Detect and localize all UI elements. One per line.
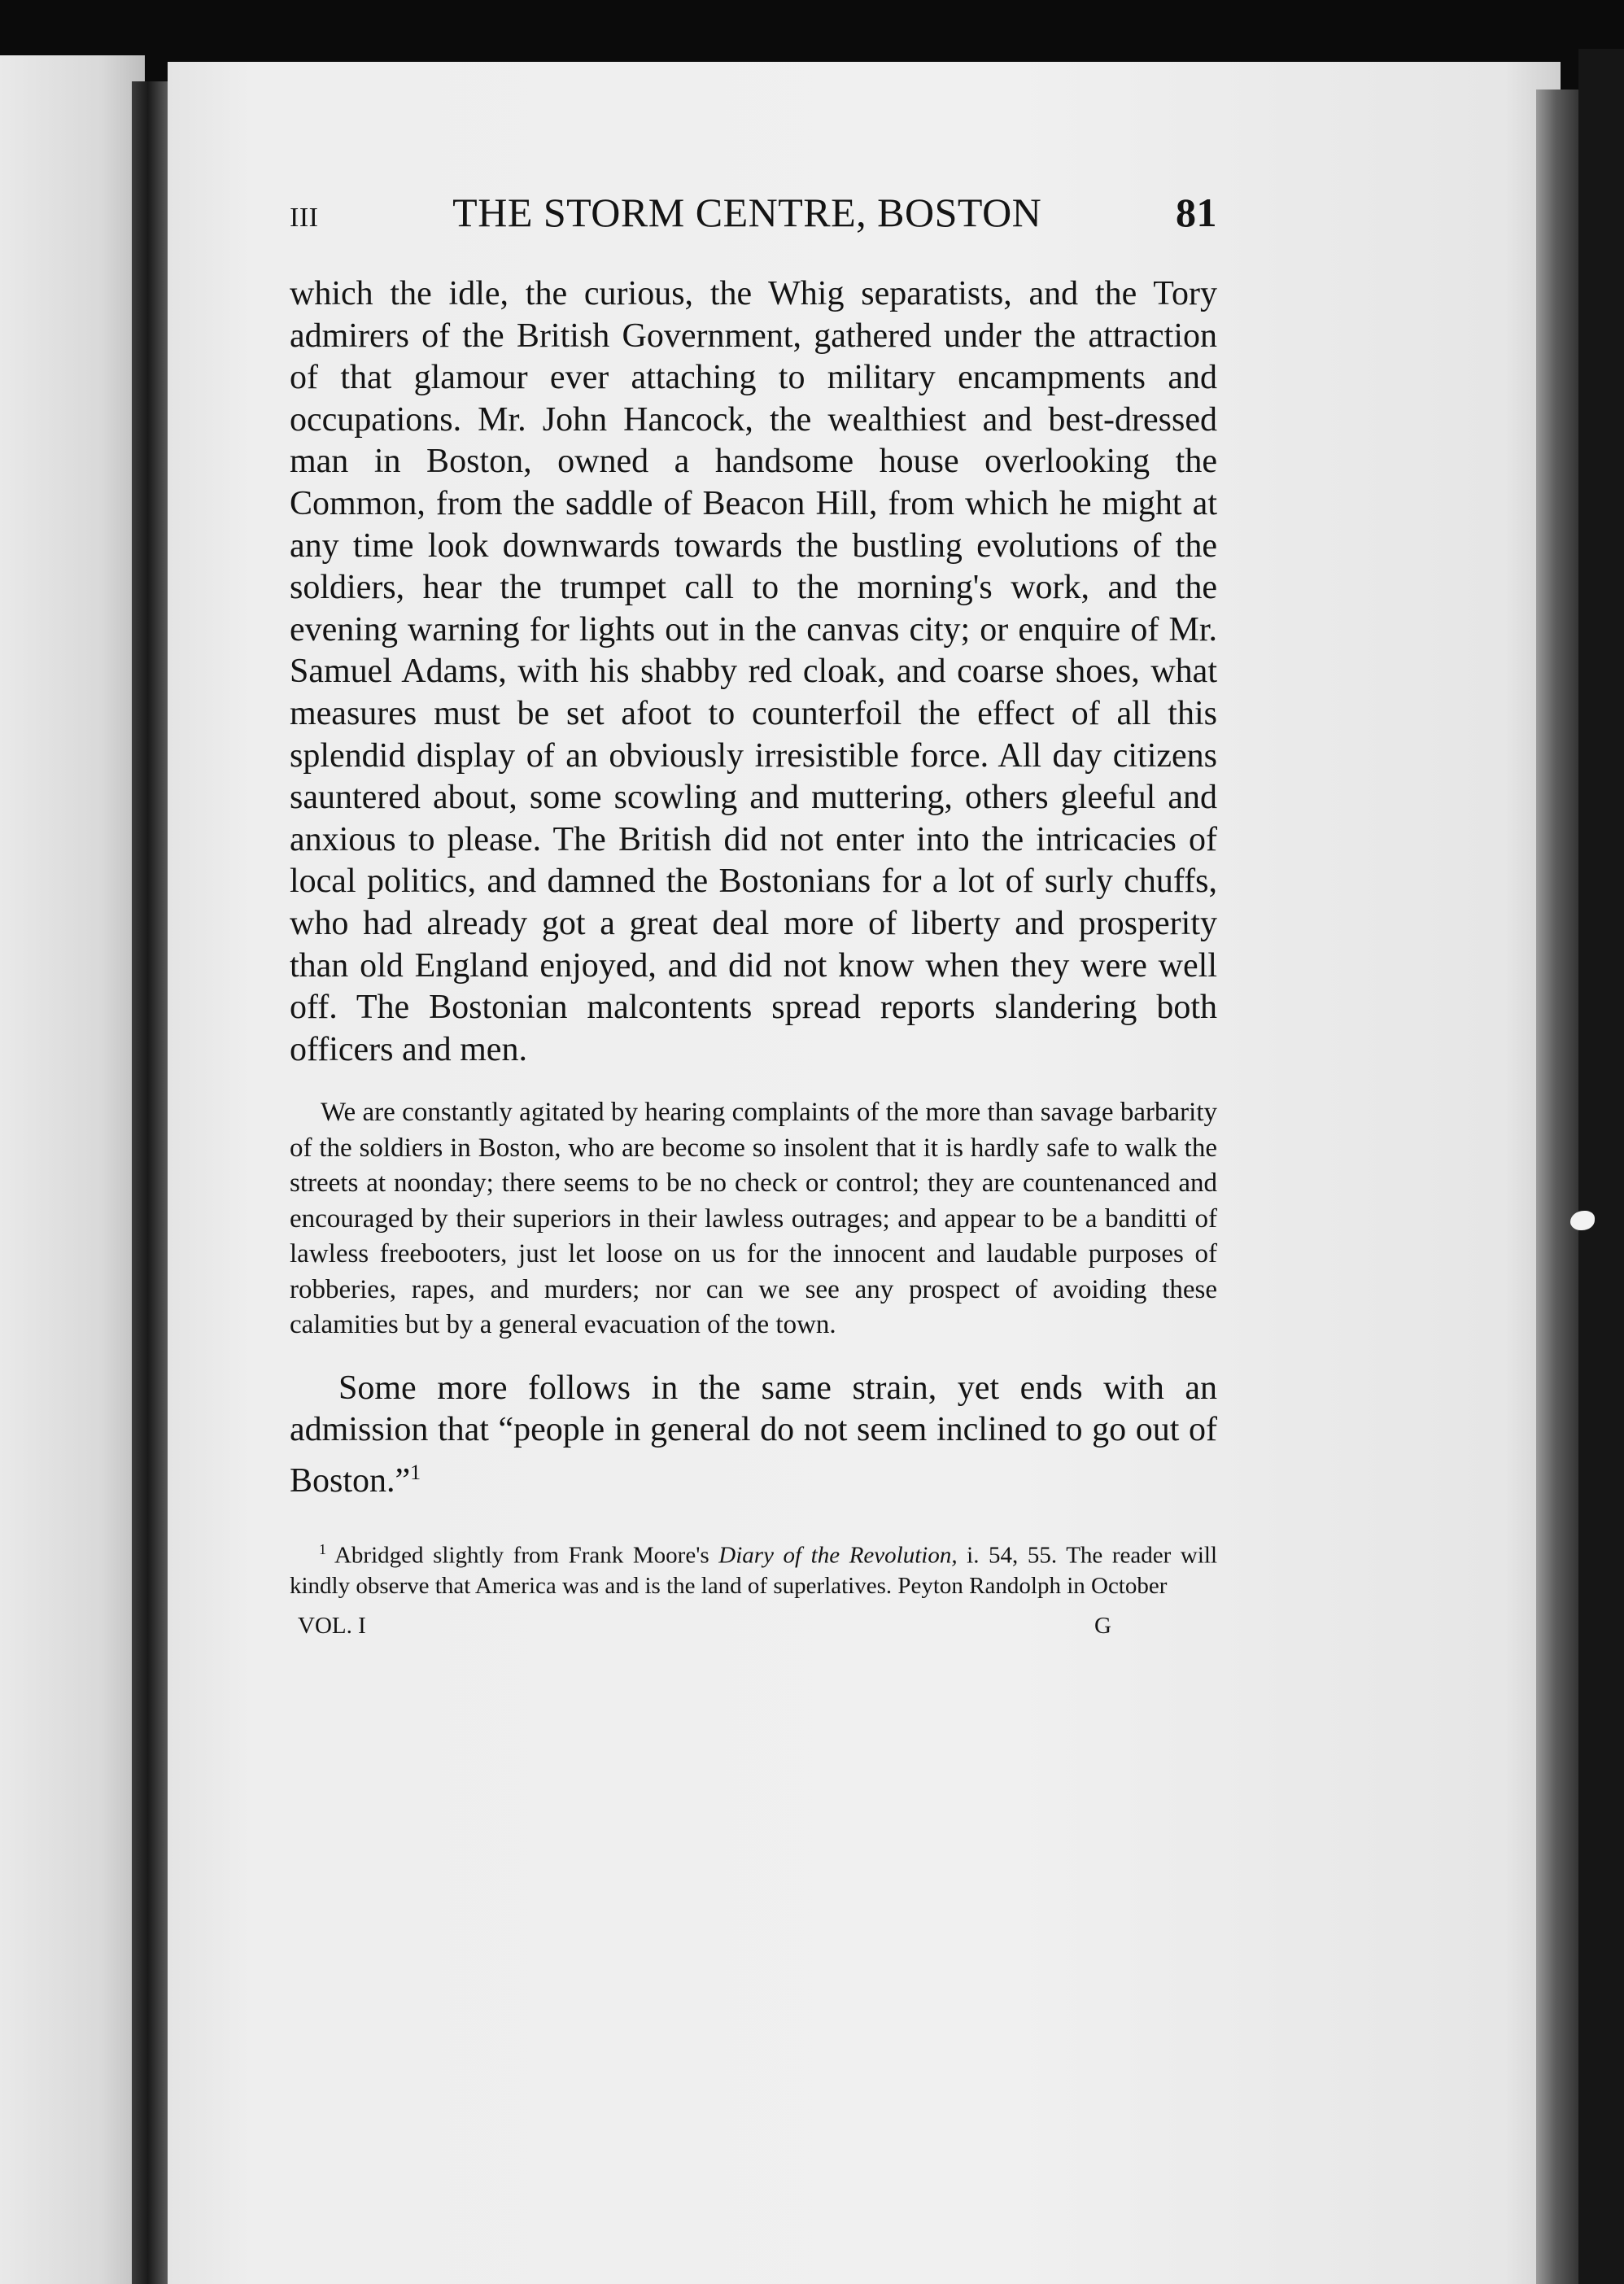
signature-line <box>298 1613 1111 1640</box>
footnote-lead: Abridged slightly from Frank Moore's <box>334 1542 709 1569</box>
continuation-paragraph <box>290 1368 1217 1503</box>
chapter-title: THE STORM CENTRE, BOSTON <box>452 190 1042 235</box>
book-gutter <box>132 81 168 2284</box>
block-quotation: We are constantly agitated by hearing complaints of the more than savage barbarity of the soldiers in Boston, who are become so insolent that it is hardly safe to walk the streets at noonday; there seems to be no check or control; they are countenanced and encouraged by their superiors in their lawless outrages; and appear to be a banditti of lawless freebooters, just let loose on us for the innocent and laudable purposes of robberies, rapes, and murders; nor can we see any prospect of avoiding these calamities but by a general evacuation of the town. <box>290 1098 1217 1340</box>
body-paragraph: which the idle, the curious, the Whig separatists, and the Tory admirers of the British Government, gathered under the attraction of that glamour ever attaching to military encampments and occupations. Mr. John Hancock, the wealthiest and best-dressed man in Boston, owned a handsome house overlooking the Common, from the saddle of Beacon Hill, from which he might at any time look downwards towards the bustling evolutions of the soldiers, hear the trumpet call to the morning's work, and the evening warning for lights out in the canvas city; or enquire of Mr. Samuel Adams, with his shabby red cloak, and coarse shoes, what measures must be set afoot to counterfoil the effect of all this splendid display of an obviously irresistible force. All day citizens sauntered about, some scowling and muttering, others gleeful and anxious to please. The British did not enter into the intricacies of local politics, and damned the Bostonians for a lot of surly chuffs, who had already got a great deal more of liberty and prosperity than old England enjoyed, and did not know when they were well off. The Bostonian malcontents spread reports slandering both officers and men. <box>290 275 1217 1068</box>
facing-page-edge <box>0 55 145 2284</box>
page-number: 81 <box>1175 190 1217 235</box>
cited-book-title: Diary of the Revolution, <box>718 1542 958 1569</box>
chapter-number: III <box>290 203 319 233</box>
footnote-rest: i. 54, 55. The reader will kindly observe that America was and is the land of superlatives. Peyton Randolph in October <box>290 1542 1218 1600</box>
page-edge-shadow <box>1536 90 1585 2284</box>
scan-border <box>1578 49 1624 2284</box>
footnote <box>290 1534 1217 1602</box>
text-block <box>290 189 1217 1640</box>
footnote-reference: 1 <box>410 1460 421 1484</box>
signature-mark: G <box>1094 1613 1111 1640</box>
running-head <box>290 189 1217 273</box>
footnote-marker: 1 <box>319 1540 326 1557</box>
volume-label: VOL. I <box>298 1613 366 1640</box>
continuation-text: Some more follows in the same strain, yet ends with an admission that “people in general do not seem inclined to go out of Boston.” <box>290 1369 1217 1500</box>
